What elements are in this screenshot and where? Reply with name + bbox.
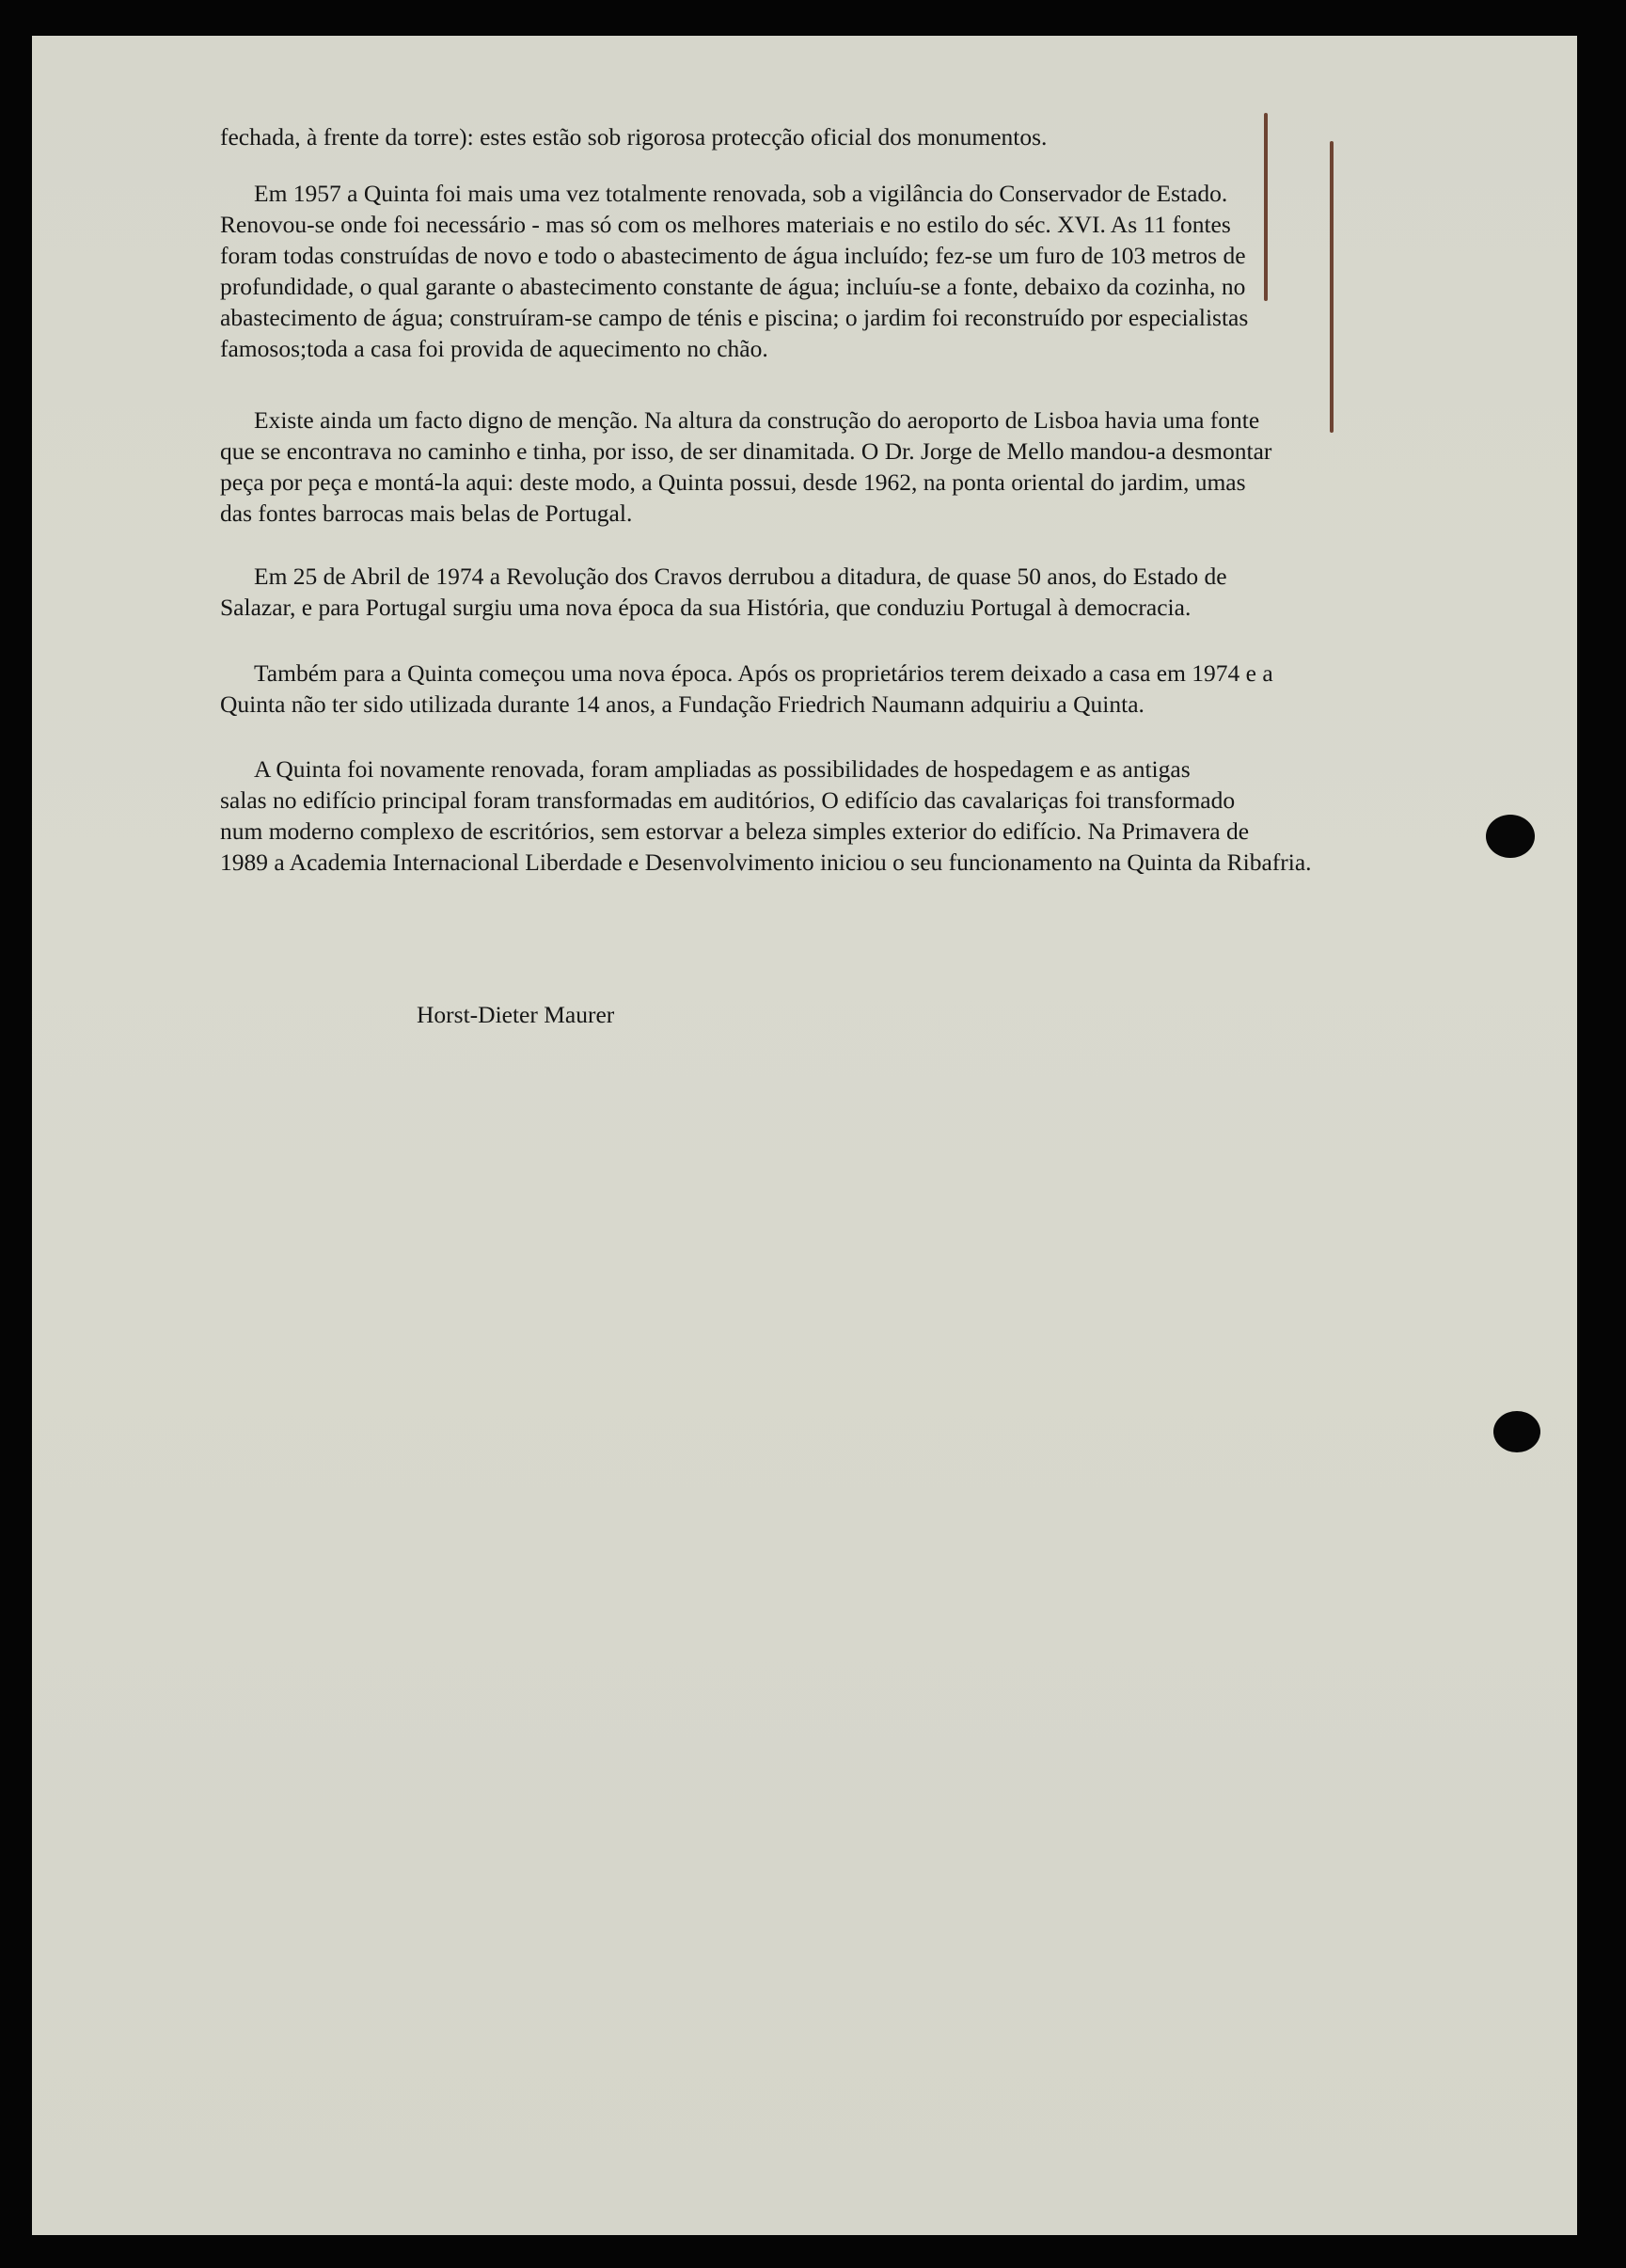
text-line: num moderno complexo de escritórios, sem estorvar a beleza simples exterior do edifício. Na Primavera de	[220, 817, 1250, 845]
text-line: peça por peça e montá-la aqui: deste modo, a Quinta possui, desde 1962, na ponta oriental do jardim, umas	[220, 468, 1246, 496]
signature-name: Horst-Dieter Maurer	[417, 1001, 615, 1028]
text-line: A Quinta foi novamente renovada, foram ampliadas as possibilidades de hospedagem e as antigas	[254, 755, 1191, 783]
text-line: fechada, à frente da torre): estes estão sob rigorosa protecção oficial dos monumentos.	[220, 123, 1048, 151]
text-line: profundidade, o qual garante o abastecimento constante de água; incluíu-se a fonte, debaixo da cozinha, no	[220, 273, 1246, 300]
paragraph	[220, 561, 1227, 623]
text-line: salas no edifício principal foram transformadas em auditórios, O edifício das cavalariças foi transformado	[220, 786, 1236, 814]
stain-mark	[1264, 113, 1268, 301]
text-line: Salazar, e para Portugal surgiu uma nova época da sua História, que conduziu Portugal à democracia.	[220, 594, 1192, 621]
text-line: foram todas construídas de novo e todo o abastecimento de água incluído; fez-se um furo de 103 metros de	[220, 242, 1246, 269]
text-line: Quinta não ter sido utilizada durante 14 anos, a Fundação Friedrich Naumann adquiriu a Quinta.	[220, 690, 1145, 718]
document-page	[32, 36, 1577, 2235]
text-line: Em 1957 a Quinta foi mais uma vez totalmente renovada, sob a vigilância do Conservador de Estado.	[254, 180, 1228, 207]
text-line: abastecimento de água; construíram-se campo de ténis e piscina; o jardim foi reconstruído por especialistas	[220, 304, 1249, 331]
text-line: que se encontrava no caminho e tinha, por isso, de ser dinamitada. O Dr. Jorge de Mello mandou-a desmontar	[220, 437, 1272, 465]
paragraph	[220, 121, 1047, 152]
text-line: 1989 a Academia Internacional Liberdade e Desenvolvimento iniciou o seu funcionamento na Quinta da Ribafria.	[220, 849, 1312, 876]
ink-blot	[1493, 1411, 1540, 1452]
text-line: famosos;toda a casa foi provida de aquecimento no chão.	[220, 335, 768, 362]
text-line: Em 25 de Abril de 1974 a Revolução dos Cravos derrubou a ditadura, de quase 50 anos, do Estado de	[254, 563, 1227, 590]
stain-mark	[1330, 141, 1334, 433]
paragraph	[220, 178, 1248, 364]
text-line: Também para a Quinta começou uma nova época. Após os proprietários terem deixado a casa em 1974 e a	[254, 659, 1273, 687]
text-line: Renovou-se onde foi necessário - mas só com os melhores materiais e no estilo do séc. XVI. As 11 fontes	[220, 211, 1231, 238]
ink-blot	[1486, 815, 1535, 858]
paragraph	[220, 753, 1312, 878]
paragraph	[220, 658, 1273, 720]
text-line: Existe ainda um facto digno de menção. Na altura da construção do aeroporto de Lisboa havia uma fonte	[254, 406, 1260, 434]
paragraph	[220, 404, 1271, 529]
text-line: das fontes barrocas mais belas de Portugal.	[220, 500, 633, 527]
